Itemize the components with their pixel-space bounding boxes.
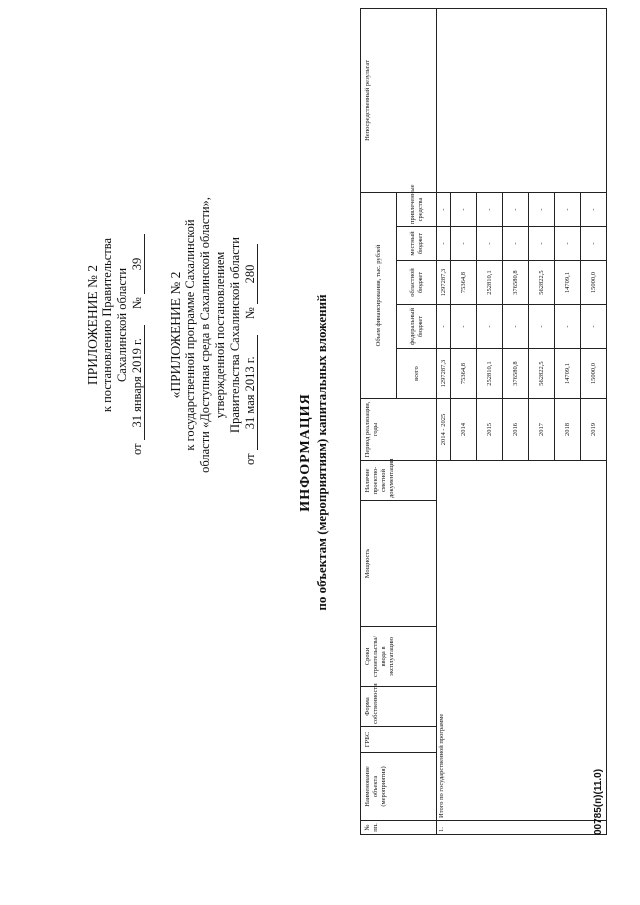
table-cell-period: 2019 [581,399,607,461]
appendix-date-row [130,185,145,465]
row-name: Итого по государственной программе [437,461,607,821]
table-cell-regional: 75364,8 [451,261,477,305]
row-number: 1. [437,821,607,835]
table-cell-regional: 15000,0 [581,261,607,305]
table-cell-regional: 562822,5 [529,261,555,305]
prior-appendix-line1: к государственной программе Сахалинской [183,219,197,451]
table-cell-federal: - [437,305,451,349]
table-cell-total: 252810,1 [477,349,503,399]
table-cell-local: - [555,227,581,261]
header-ownership: Форма собственности [361,687,437,727]
header-period: Период реализации, годы [361,399,437,461]
table-cell-period: 2014 [451,399,477,461]
number-label: № [243,307,257,320]
table-cell-total: 75364,8 [451,349,477,399]
prior-appendix-date-row [243,165,258,505]
table-cell-regional: 14709,1 [555,261,581,305]
table-cell-attracted: - [581,193,607,227]
table-cell-period: 2014 - 2025 [437,399,451,461]
header-num: № пп. [361,821,437,835]
table-cell-attracted: - [555,193,581,227]
table-cell-total: 562822,5 [529,349,555,399]
table-cell-attracted: - [529,193,555,227]
header-terms: Сроки строительства/ ввода в эксплуатацию [361,627,437,687]
table-cell-attracted: - [503,193,529,227]
table-cell-local: - [529,227,555,261]
document-title [298,0,330,905]
table-cell-period: 2018 [555,399,581,461]
footer-code: 00785(п)(11.0) [593,768,604,835]
table-cell-federal: - [477,305,503,349]
table-cell-federal: - [581,305,607,349]
table-cell-federal: - [529,305,555,349]
prior-appendix-header [168,165,258,505]
header-regional: областной бюджет [397,261,437,305]
capital-investments-table [360,8,607,835]
table-cell-total: 14709,1 [555,349,581,399]
appendix-title: ПРИЛОЖЕНИЕ № 2 [85,264,100,386]
table-cell-period: 2015 [477,399,503,461]
header-grbs: ГРБС [361,727,437,753]
prior-appendix-title: «ПРИЛОЖЕНИЕ № 2 [168,271,183,399]
document-title-sub: по объектам (мероприятиям) капитальных вложений [314,294,329,611]
table-cell-total: 1297287,3 [437,349,451,399]
table-cell-total: 15000,0 [581,349,607,399]
from-label: от [130,443,144,455]
table-cell-local: - [503,227,529,261]
header-name: Наименование объекта (мероприятия) [361,753,437,821]
header-capacity: Мощность [361,501,437,627]
table-cell-federal: - [555,305,581,349]
appendix-date: 31 января 2019 г. [131,325,145,440]
table-cell-period: 2016 [503,399,529,461]
table-cell-result [437,9,607,193]
prior-appendix-number: 280 [244,244,258,304]
appendix-line2: Сахалинской области [115,267,129,383]
document-title-main: ИНФОРМАЦИЯ [298,393,313,512]
header-design-docs: Наличие проектно-сметной документации [361,461,437,501]
number-label: № [130,297,144,310]
header-federal: федеральный бюджет [397,305,437,349]
table-cell-local: - [477,227,503,261]
prior-appendix-line2: области «Доступная среда в Сахалинской области», [198,197,212,473]
table-cell-federal: - [503,305,529,349]
appendix-number: 39 [131,234,145,294]
header-attracted: привлеченные средства [397,193,437,227]
appendix-line1: к постановлению Правительства [100,237,114,413]
table-cell-attracted: - [437,193,451,227]
table-cell-local: - [451,227,477,261]
table-cell-regional: 376580,8 [503,261,529,305]
table-cell-local: - [437,227,451,261]
appendix-header [85,185,145,465]
prior-appendix-date: 31 мая 2013 г. [244,335,258,450]
table-cell-attracted: - [451,193,477,227]
header-funding: Объем финансирования, тыс. рублей [361,193,397,399]
table-cell-attracted: - [477,193,503,227]
header-total: всего [397,349,437,399]
prior-appendix-line4: Правительства Сахалинской области [228,237,242,433]
prior-appendix-line3: утвержденной постановлением [213,251,227,419]
table-cell-total: 376580,8 [503,349,529,399]
table-cell-local: - [581,227,607,261]
table-cell-regional: 252810,1 [477,261,503,305]
header-result: Непосредственный результат [361,9,437,193]
table-cell-period: 2017 [529,399,555,461]
table-cell-regional: 1297287,3 [437,261,451,305]
from-label: от [243,453,257,465]
header-local: местный бюджет [397,227,437,261]
table-cell-federal: - [451,305,477,349]
